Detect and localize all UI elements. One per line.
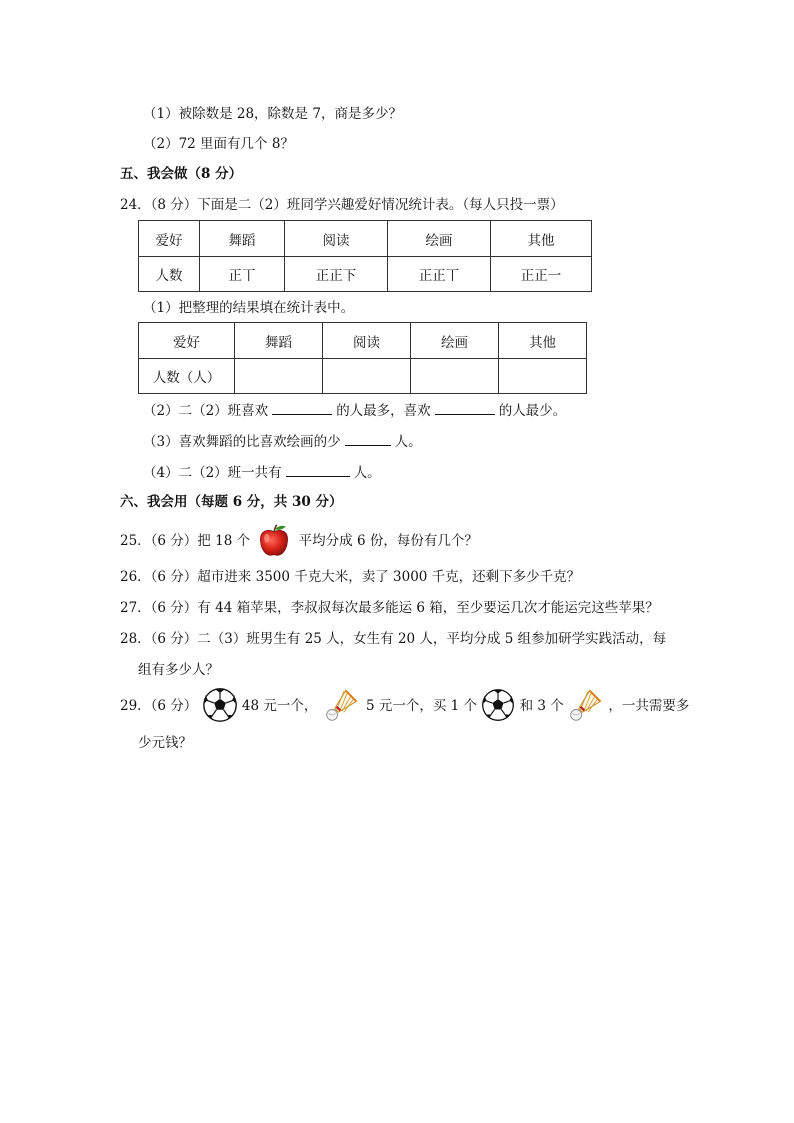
table-cell: 爱好 — [139, 323, 235, 359]
answer-blank[interactable] — [435, 400, 495, 415]
text: 29．（6 分） — [120, 698, 198, 714]
answer-blank[interactable] — [286, 462, 350, 477]
tally-cell: 正正丅 — [388, 257, 491, 292]
section-6-title: 六、我会用（每题 6 分，共 30 分） — [120, 494, 343, 510]
question-27: 27．（6 分）有 44 箱苹果，李叔叔每次最多能运 6 箱，至少要运几次才能运完这些苹果？ — [120, 600, 659, 616]
question-24-sub-2 — [143, 400, 566, 421]
fill-table — [138, 322, 587, 394]
text: 人。 — [394, 434, 422, 450]
question-24-sub-4 — [143, 462, 381, 483]
text: （4）二（2）班一共有 — [143, 465, 282, 481]
answer-cell[interactable] — [499, 359, 587, 394]
text: ，一共需要多 — [608, 698, 690, 714]
table-cell: 人数 — [139, 257, 200, 292]
text: 和 3 个 — [519, 698, 564, 714]
question-25 — [120, 531, 478, 551]
answer-cell[interactable] — [323, 359, 411, 394]
shuttlecock-icon — [568, 687, 604, 723]
text: 平均分成 6 份，每份有几个？ — [298, 533, 478, 549]
tally-cell: 正丅 — [200, 257, 285, 292]
answer-cell[interactable] — [235, 359, 323, 394]
question-2: （2）72 里面有几个 8？ — [143, 136, 294, 152]
table-cell: 人数（人） — [139, 359, 235, 394]
tally-table — [138, 220, 592, 292]
text: （2）二（2）班喜欢 — [143, 403, 269, 419]
table-cell: 舞蹈 — [235, 323, 323, 359]
question-29-line-2: 少元钱？ — [138, 735, 192, 751]
fill-table-header-row — [139, 323, 587, 359]
shuttlecock-icon — [324, 687, 360, 723]
tally-cell: 正正下 — [285, 257, 388, 292]
question-24-sub-1: （1）把整理的结果填在统计表中。 — [143, 300, 355, 316]
text: 的人最多，喜欢 — [336, 403, 431, 419]
text: （3）喜欢舞蹈的比喜欢绘画的少 — [143, 434, 341, 450]
soccer-ball-icon — [481, 688, 515, 722]
answer-blank[interactable] — [272, 400, 332, 415]
answer-cell[interactable] — [411, 359, 499, 394]
question-28-line-1: 28．（6 分）二（3）班男生有 25 人，女生有 20 人，平均分成 5 组参加研学实践活动，每 — [120, 631, 667, 647]
soccer-ball-icon — [202, 687, 238, 723]
text: 48 元一个， — [241, 698, 318, 714]
table-cell: 绘画 — [411, 323, 499, 359]
table-cell: 阅读 — [323, 323, 411, 359]
tally-cell: 正正一 — [491, 257, 592, 292]
question-1: （1）被除数是 28，除数是 7，商是多少？ — [143, 106, 402, 122]
table-cell: 其他 — [499, 323, 587, 359]
question-28-line-2: 组有多少人？ — [138, 662, 219, 678]
table-cell: 舞蹈 — [200, 221, 285, 257]
text: 人。 — [353, 465, 381, 481]
tally-table-row — [139, 257, 592, 292]
apple-icon — [256, 523, 292, 559]
section-5-title: 五、我会做（8 分） — [120, 166, 243, 182]
table-cell: 爱好 — [139, 221, 200, 257]
question-24-sub-3 — [143, 431, 422, 452]
answer-blank[interactable] — [345, 431, 391, 446]
table-cell: 阅读 — [285, 221, 388, 257]
fill-table-row — [139, 359, 587, 394]
text: 的人最少。 — [498, 403, 567, 419]
tally-table-header-row — [139, 221, 592, 257]
text: 5 元一个，买 1 个 — [365, 698, 478, 714]
question-24-intro: 24．（8 分）下面是二（2）班同学兴趣爱好情况统计表。（每人只投一票） — [120, 197, 564, 213]
question-26: 26．（6 分）超市进来 3500 千克大米，卖了 3000 千克，还剩下多少千克？ — [120, 569, 581, 585]
question-29 — [120, 696, 689, 716]
text: 25．（6 分）把 18 个 — [120, 533, 251, 549]
table-cell: 绘画 — [388, 221, 491, 257]
table-cell: 其他 — [491, 221, 592, 257]
